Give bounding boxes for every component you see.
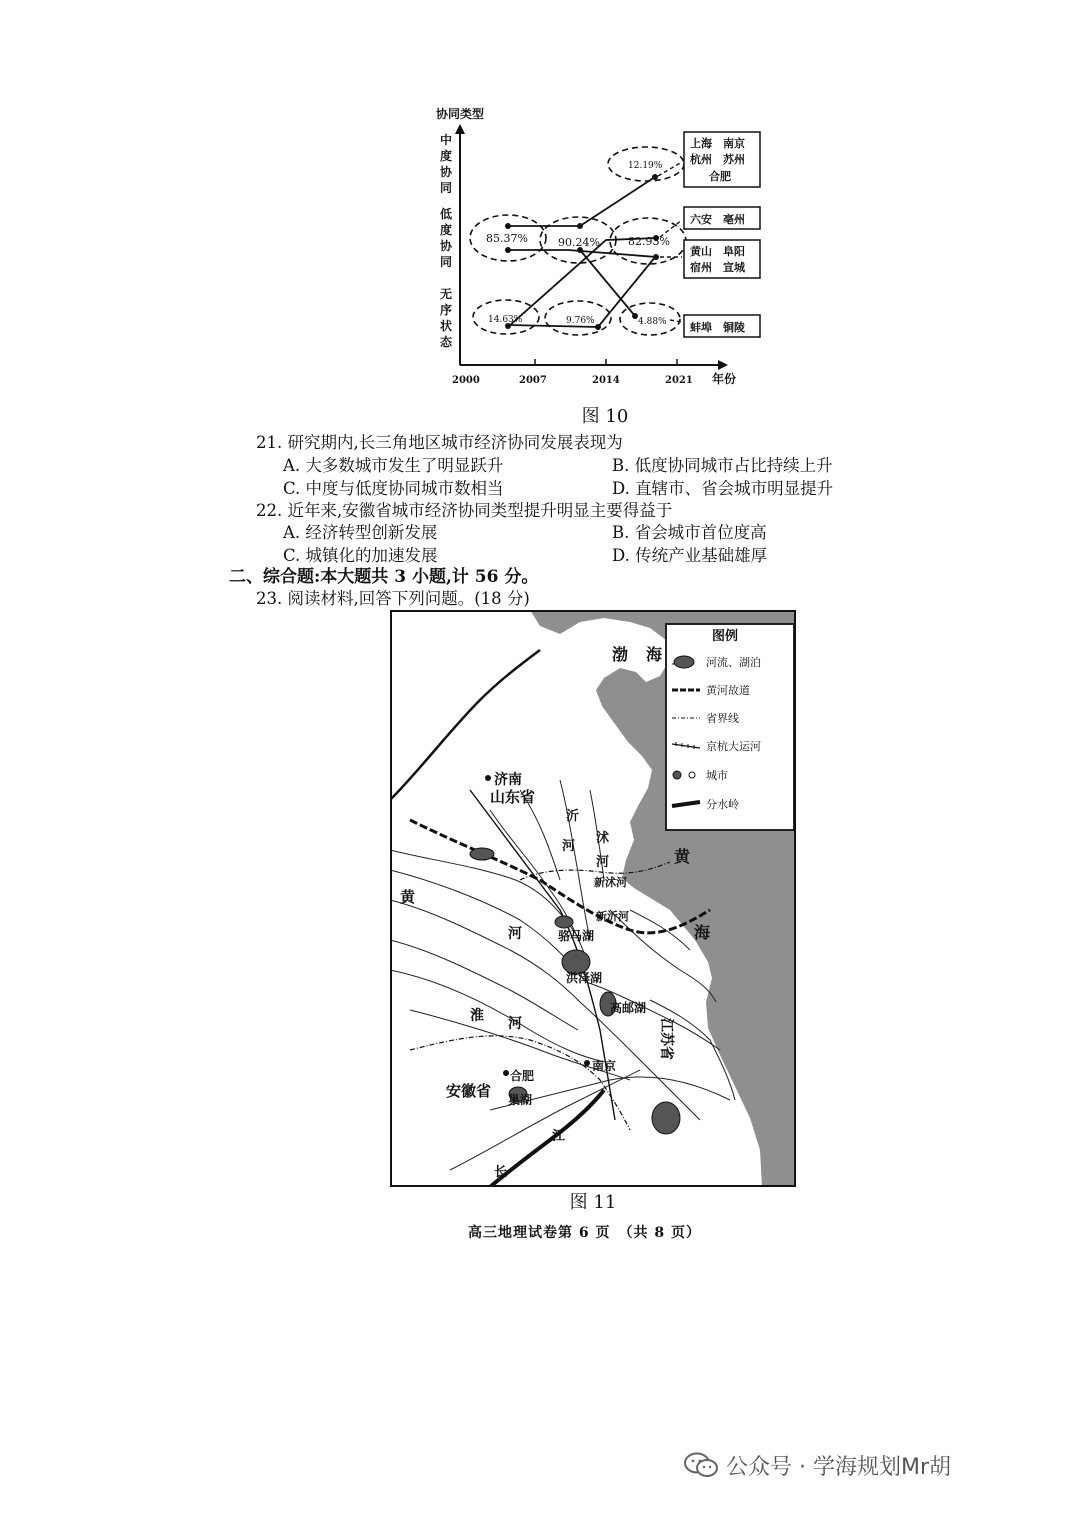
q22-option-c: C. 城镇化的加速发展 (283, 546, 438, 565)
percent-label: 85.37% (486, 232, 528, 245)
map-legend (666, 624, 794, 830)
city-marker-hefei (503, 1070, 509, 1076)
province-label-jiangsu: 江苏省 (658, 1018, 674, 1060)
legend-symbol-lake (674, 656, 694, 668)
province-label-shandong: 山东省 (490, 788, 536, 806)
lake-label: 高邮湖 (610, 1001, 647, 1015)
x-tick-label: 2021 (665, 375, 693, 386)
river-label: 长 (494, 1165, 508, 1180)
q22-option-d: D. 传统产业基础雄厚 (612, 546, 768, 565)
lake-label: 骆马湖 (558, 929, 595, 943)
legend-label: 黄河故道 (706, 684, 750, 697)
river-label: 新沂河 (596, 910, 629, 923)
river-label: 沭 (596, 831, 610, 846)
river-label: 淮 (470, 1008, 484, 1024)
city-label-hefei: 合肥 (510, 1069, 535, 1083)
percent-label: 12.19% (628, 161, 663, 171)
city-box-mid-line2: 杭州 苏州 (690, 153, 745, 166)
city-box-mid-line1: 上海 南京 (690, 137, 745, 150)
lake-taihu (652, 1102, 680, 1134)
x-tick-label: 2007 (519, 375, 547, 386)
figure-11-map (390, 610, 796, 1187)
legend-label: 京杭大运河 (706, 740, 761, 753)
q22-stem: 22. 近年来,安徽省城市经济协同类型提升明显主要得益于 (256, 501, 673, 520)
x-tick-label: 2014 (592, 375, 620, 386)
point (505, 223, 511, 229)
river-label: 河 (508, 1016, 522, 1032)
point (653, 254, 659, 260)
section-2-heading: 二、综合题:本大题共 3 小题,计 56 分。 (229, 567, 539, 587)
x-axis-title: 年份 (712, 372, 737, 386)
legend-label: 分水岭 (706, 798, 739, 811)
river-label: 沂 (566, 809, 580, 824)
legend-label: 省界线 (706, 712, 739, 725)
river-label: 河 (508, 926, 522, 942)
lake-luoma (555, 916, 573, 928)
sea-label-huang: 黄 (674, 847, 691, 866)
sea-label-huang2: 海 (694, 923, 711, 942)
point (577, 223, 583, 229)
percent-label: 14.63% (488, 315, 523, 325)
page-footer: 高三地理试卷第 6 页 （共 8 页） (468, 1225, 701, 1241)
series-line-to-mid (508, 177, 655, 226)
q21-stem: 21. 研究期内,长三角地区城市经济协同发展表现为 (256, 433, 623, 452)
y-axis-title: 协同类型 (436, 107, 485, 121)
river-label: 河 (562, 839, 576, 854)
city-marker-nanjing (584, 1060, 590, 1066)
y-axis-arrow (455, 124, 465, 134)
q21-option-b: B. 低度协同城市占比持续上升 (612, 456, 833, 475)
percent-label: 90.24% (558, 236, 600, 249)
y-category-none: 无序状态 (440, 287, 453, 349)
y-category-low: 低度协同 (440, 207, 453, 269)
figure-11-caption: 图 11 (569, 1192, 617, 1213)
province-label-anhui (446, 1082, 491, 1100)
q22-option-b: B. 省会城市首位度高 (612, 523, 767, 542)
q23-stem: 23. 阅读材料,回答下列问题。(18 分) (256, 589, 530, 608)
city-box-bengbu-line1: 蚌埠 铜陵 (690, 321, 745, 334)
point (652, 174, 658, 180)
percent-label: 4.88% (638, 317, 667, 327)
q21-option-a: A. 大多数城市发生了明显跃升 (283, 456, 504, 475)
province-label-anhui-text: 安徽省 (446, 1082, 492, 1100)
x-axis-arrow (718, 360, 728, 370)
city-box-mid-line3: 合肥 (709, 170, 731, 183)
watermark-text: 公众号 · 学海规划Mr胡 (726, 1455, 952, 1480)
legend-symbol-city (673, 771, 681, 779)
city-marker-jinan (485, 775, 491, 781)
legend-label: 城市 (706, 769, 728, 782)
q21-option-c: C. 中度与低度协同城市数相当 (283, 479, 504, 498)
point (595, 324, 601, 330)
point (505, 247, 511, 253)
y-category-mid: 中度协同 (440, 133, 453, 195)
city-box-liuan-line1: 六安 亳州 (690, 213, 745, 226)
sea-label-bo2: 海 (646, 645, 663, 664)
percent-label: 9.76% (566, 316, 595, 326)
legend-title: 图例 (712, 629, 739, 644)
city-label-nanjing: 南京 (592, 1059, 617, 1073)
city-label-jinan: 济南 (494, 772, 522, 788)
lake-label: 洪泽湖 (566, 971, 603, 985)
river-label: 江 (552, 1129, 566, 1144)
wechat-icon (684, 1452, 718, 1478)
sea-label-bo: 渤 (612, 645, 629, 664)
q21-option-d: D. 直辖市、省会城市明显提升 (612, 479, 834, 498)
river-label: 河 (596, 855, 610, 870)
river-label: 新沭河 (594, 876, 627, 889)
figure-10-chart (420, 100, 780, 400)
percent-label: 82.93% (628, 235, 670, 248)
y-cat-mid-1: 中 (440, 133, 453, 147)
legend-label: 河流、湖泊 (706, 656, 761, 669)
city-box-huangshan-line1: 黄山 阜阳 (690, 245, 745, 258)
river-label: 黄 (400, 888, 416, 906)
city-box-huangshan-line2: 宿州 宣城 (690, 261, 745, 274)
lake-weishan (470, 848, 494, 860)
city-label-chaohu: 巢湖 (508, 1093, 533, 1107)
q22-option-a: A. 经济转型创新发展 (283, 523, 438, 542)
figure-10-caption: 图 10 (581, 406, 629, 427)
x-tick-label: 2000 (452, 375, 480, 386)
